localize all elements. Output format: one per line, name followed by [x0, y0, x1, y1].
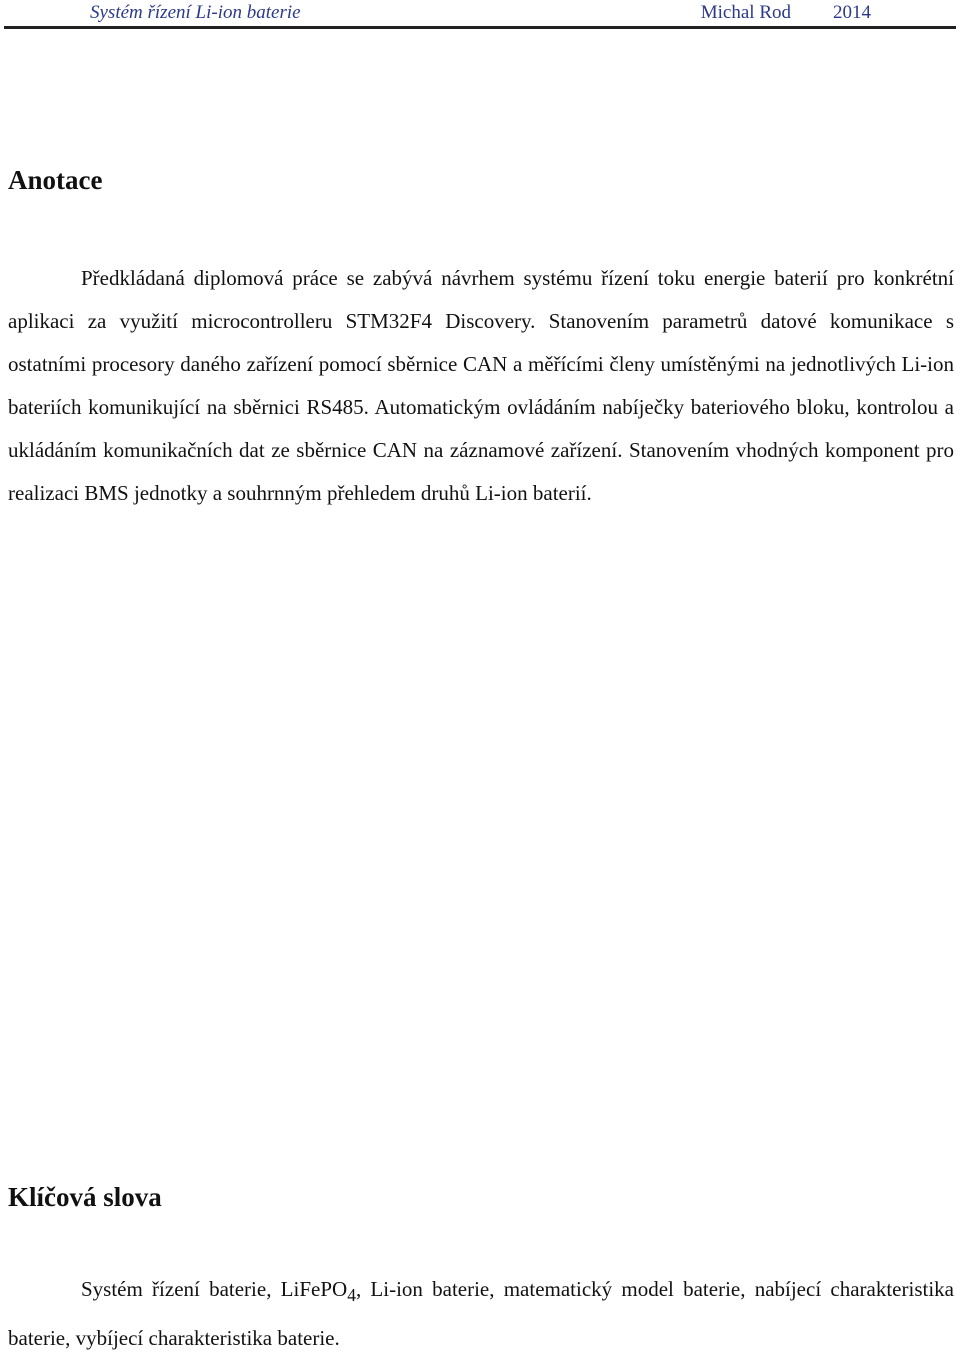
keywords-heading: Klíčová slova [8, 1182, 162, 1212]
page-header [0, 0, 960, 26]
header-author: Michal Rod [700, 2, 791, 23]
annotation-paragraph: Předkládaná diplomová práce se zabývá návrhem systému řízení toku energie baterií pro konkrétní aplikaci za využití microcontrolleru STM32F4 Discovery. Stanovením parametrů datové komunikace s ostatními procesory daného zařízení pomocí sběrnice CAN a měřícími členy umístěnými na jednotlivých Li-ion bateriích komunikující na sběrnici RS485. Automatickým ovládáním nabíječky bateriového bloku, kontrolou a ukládáním komunikačních dat ze sběrnice CAN na záznamové zařízení. Stanovením vhodných komponent pro realizaci BMS jednotky a souhrnným přehledem druhů Li-ion baterií. [8, 266, 954, 505]
keywords-text-start: Systém řízení baterie, LiFePO [81, 1277, 348, 1301]
keywords-subscript: 4 [347, 1285, 356, 1306]
keywords-text-end: , Li-ion baterie, matematický model baterie, nabíjecí charakteristika baterie, vybíjecí charakteristika baterie. [8, 1277, 954, 1351]
header-meta [701, 2, 871, 24]
header-divider [4, 26, 956, 29]
annotation-heading: Anotace [8, 165, 103, 195]
keywords-paragraph [8, 1268, 954, 1360]
header-year: 2014 [833, 2, 871, 23]
header-title: Systém řízení Li-ion baterie [90, 2, 301, 23]
